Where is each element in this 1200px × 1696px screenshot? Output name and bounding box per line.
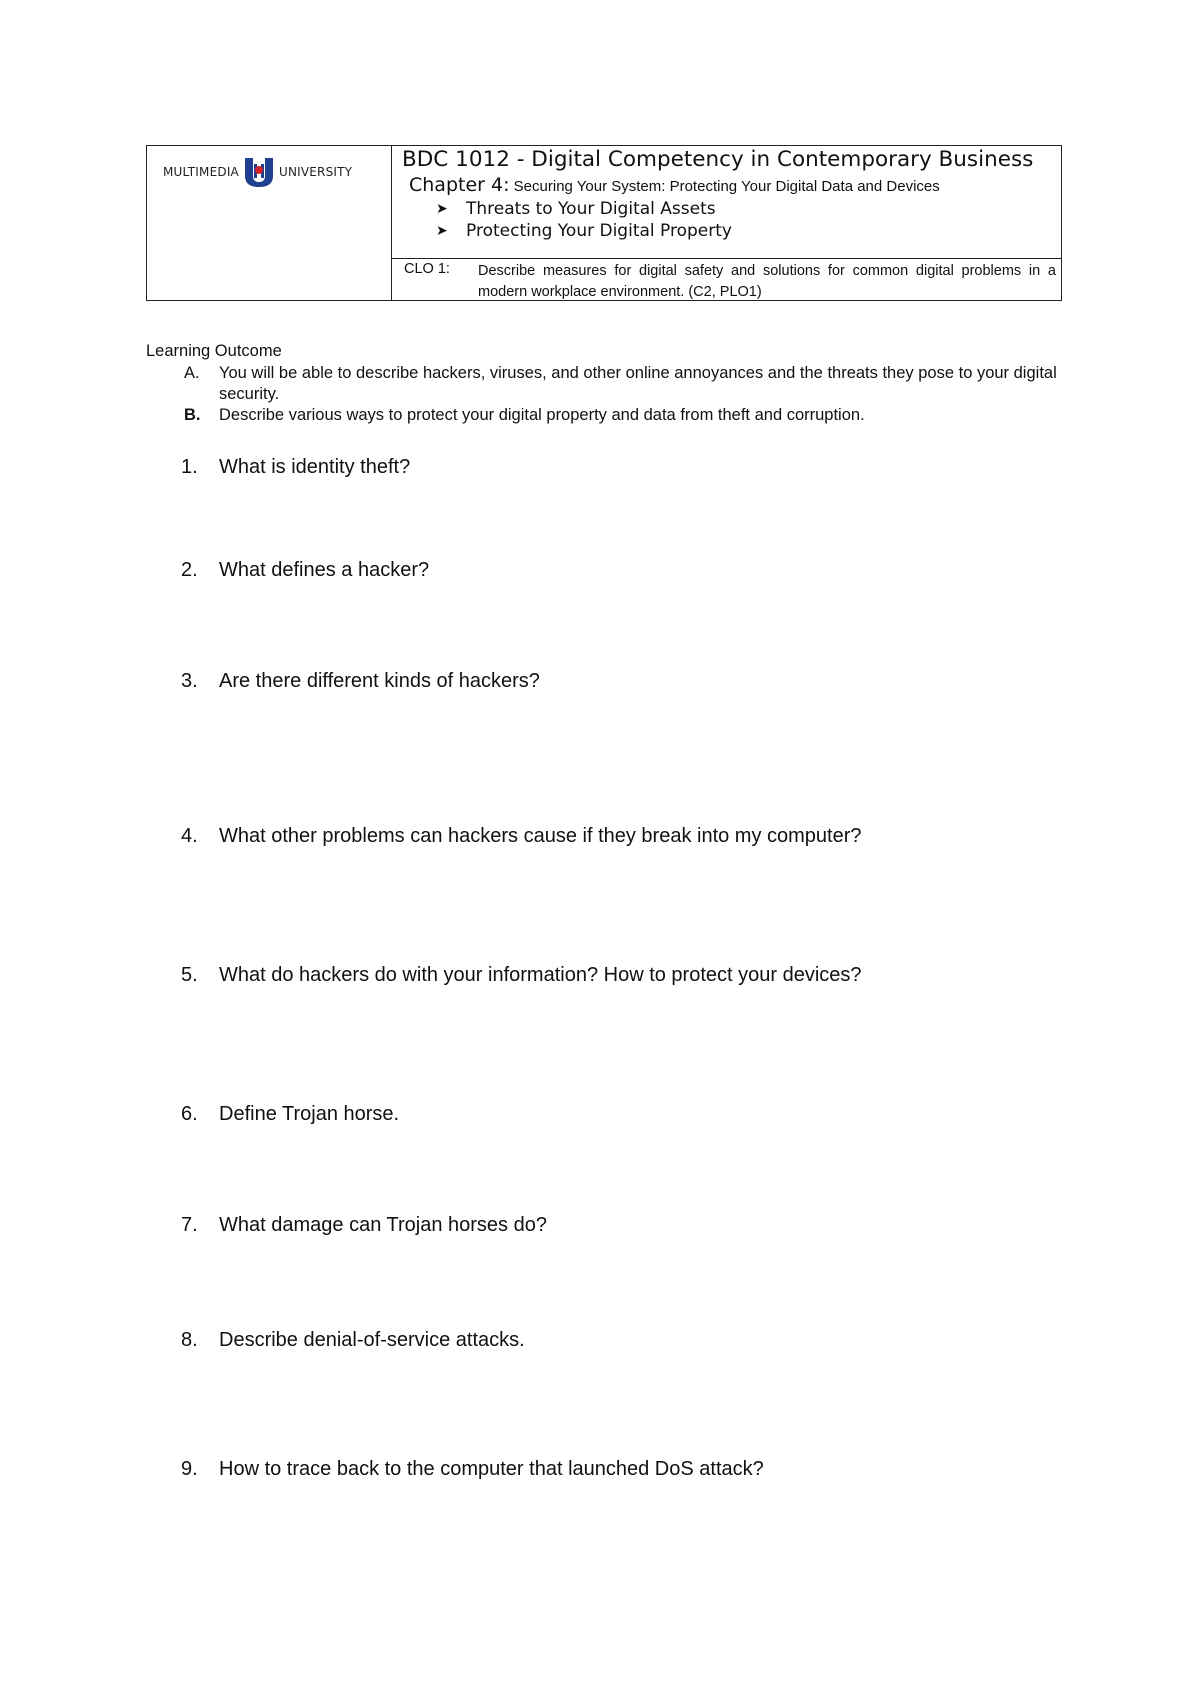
title-cell xyxy=(392,146,1061,259)
logo-text-right: UNIVERSITY xyxy=(278,165,353,179)
topic-item xyxy=(436,198,732,220)
question-text: Describe denial-of-service attacks. xyxy=(219,1329,525,1351)
topic-list xyxy=(436,198,732,242)
chapter-heading xyxy=(409,174,940,196)
arrow-bullet-icon: ➤ xyxy=(436,223,448,239)
outcome-marker: B. xyxy=(184,406,201,424)
learning-outcome-list xyxy=(146,363,1066,426)
university-logo-icon xyxy=(242,156,276,188)
topic-text: Threats to Your Digital Assets xyxy=(466,199,716,219)
outcome-text: Describe various ways to protect your digital property and data from theft and corruption. xyxy=(219,406,865,424)
clo-text: Describe measures for digital safety and solutions for common digital problems in a modern workplace environment. (C2, PLO1) xyxy=(478,263,1056,300)
question-text: What damage can Trojan horses do? xyxy=(219,1214,547,1236)
question-number: 9. xyxy=(181,1458,198,1480)
clo-cell xyxy=(392,259,1061,300)
header-table xyxy=(146,145,1062,301)
question-text: What defines a hacker? xyxy=(219,559,430,581)
question-text: What other problems can hackers cause if they break into my computer? xyxy=(219,825,862,847)
question-number: 5. xyxy=(181,964,198,986)
question-number: 6. xyxy=(181,1103,198,1125)
topic-text: Protecting Your Digital Property xyxy=(466,221,732,241)
question-number: 4. xyxy=(181,825,198,847)
question-number: 8. xyxy=(181,1329,198,1351)
logo-cell xyxy=(147,146,392,300)
outcome-marker: A. xyxy=(184,364,200,382)
logo-text-left: MULTIMEDIA xyxy=(163,165,239,179)
outcome-text: You will be able to describe hackers, viruses, and other online annoyances and the threats they pose to your digital security. xyxy=(219,364,1057,403)
chapter-title: Securing Your System: Protecting Your Digital Data and Devices xyxy=(513,178,940,195)
learning-outcome-item xyxy=(146,363,1066,405)
course-title: BDC 1012 - Digital Competency in Contemporary Business xyxy=(402,147,1034,172)
question-number: 2. xyxy=(181,559,198,581)
question-text: What do hackers do with your information? How to protect your devices? xyxy=(219,964,862,986)
learning-outcome-item xyxy=(146,405,1066,426)
question-text: What is identity theft? xyxy=(219,456,411,478)
question-number: 7. xyxy=(181,1214,198,1236)
chapter-label: Chapter 4: xyxy=(409,174,510,196)
question-number: 3. xyxy=(181,670,198,692)
topic-item xyxy=(436,220,732,242)
question-text: How to trace back to the computer that launched DoS attack? xyxy=(219,1458,764,1480)
question-text: Are there different kinds of hackers? xyxy=(219,670,540,692)
clo-label: CLO 1: xyxy=(404,261,450,277)
question-text: Define Trojan horse. xyxy=(219,1103,400,1125)
university-logo xyxy=(163,152,373,192)
arrow-bullet-icon: ➤ xyxy=(436,201,448,217)
question-number: 1. xyxy=(181,456,198,478)
learning-outcome-heading: Learning Outcome xyxy=(146,342,282,360)
